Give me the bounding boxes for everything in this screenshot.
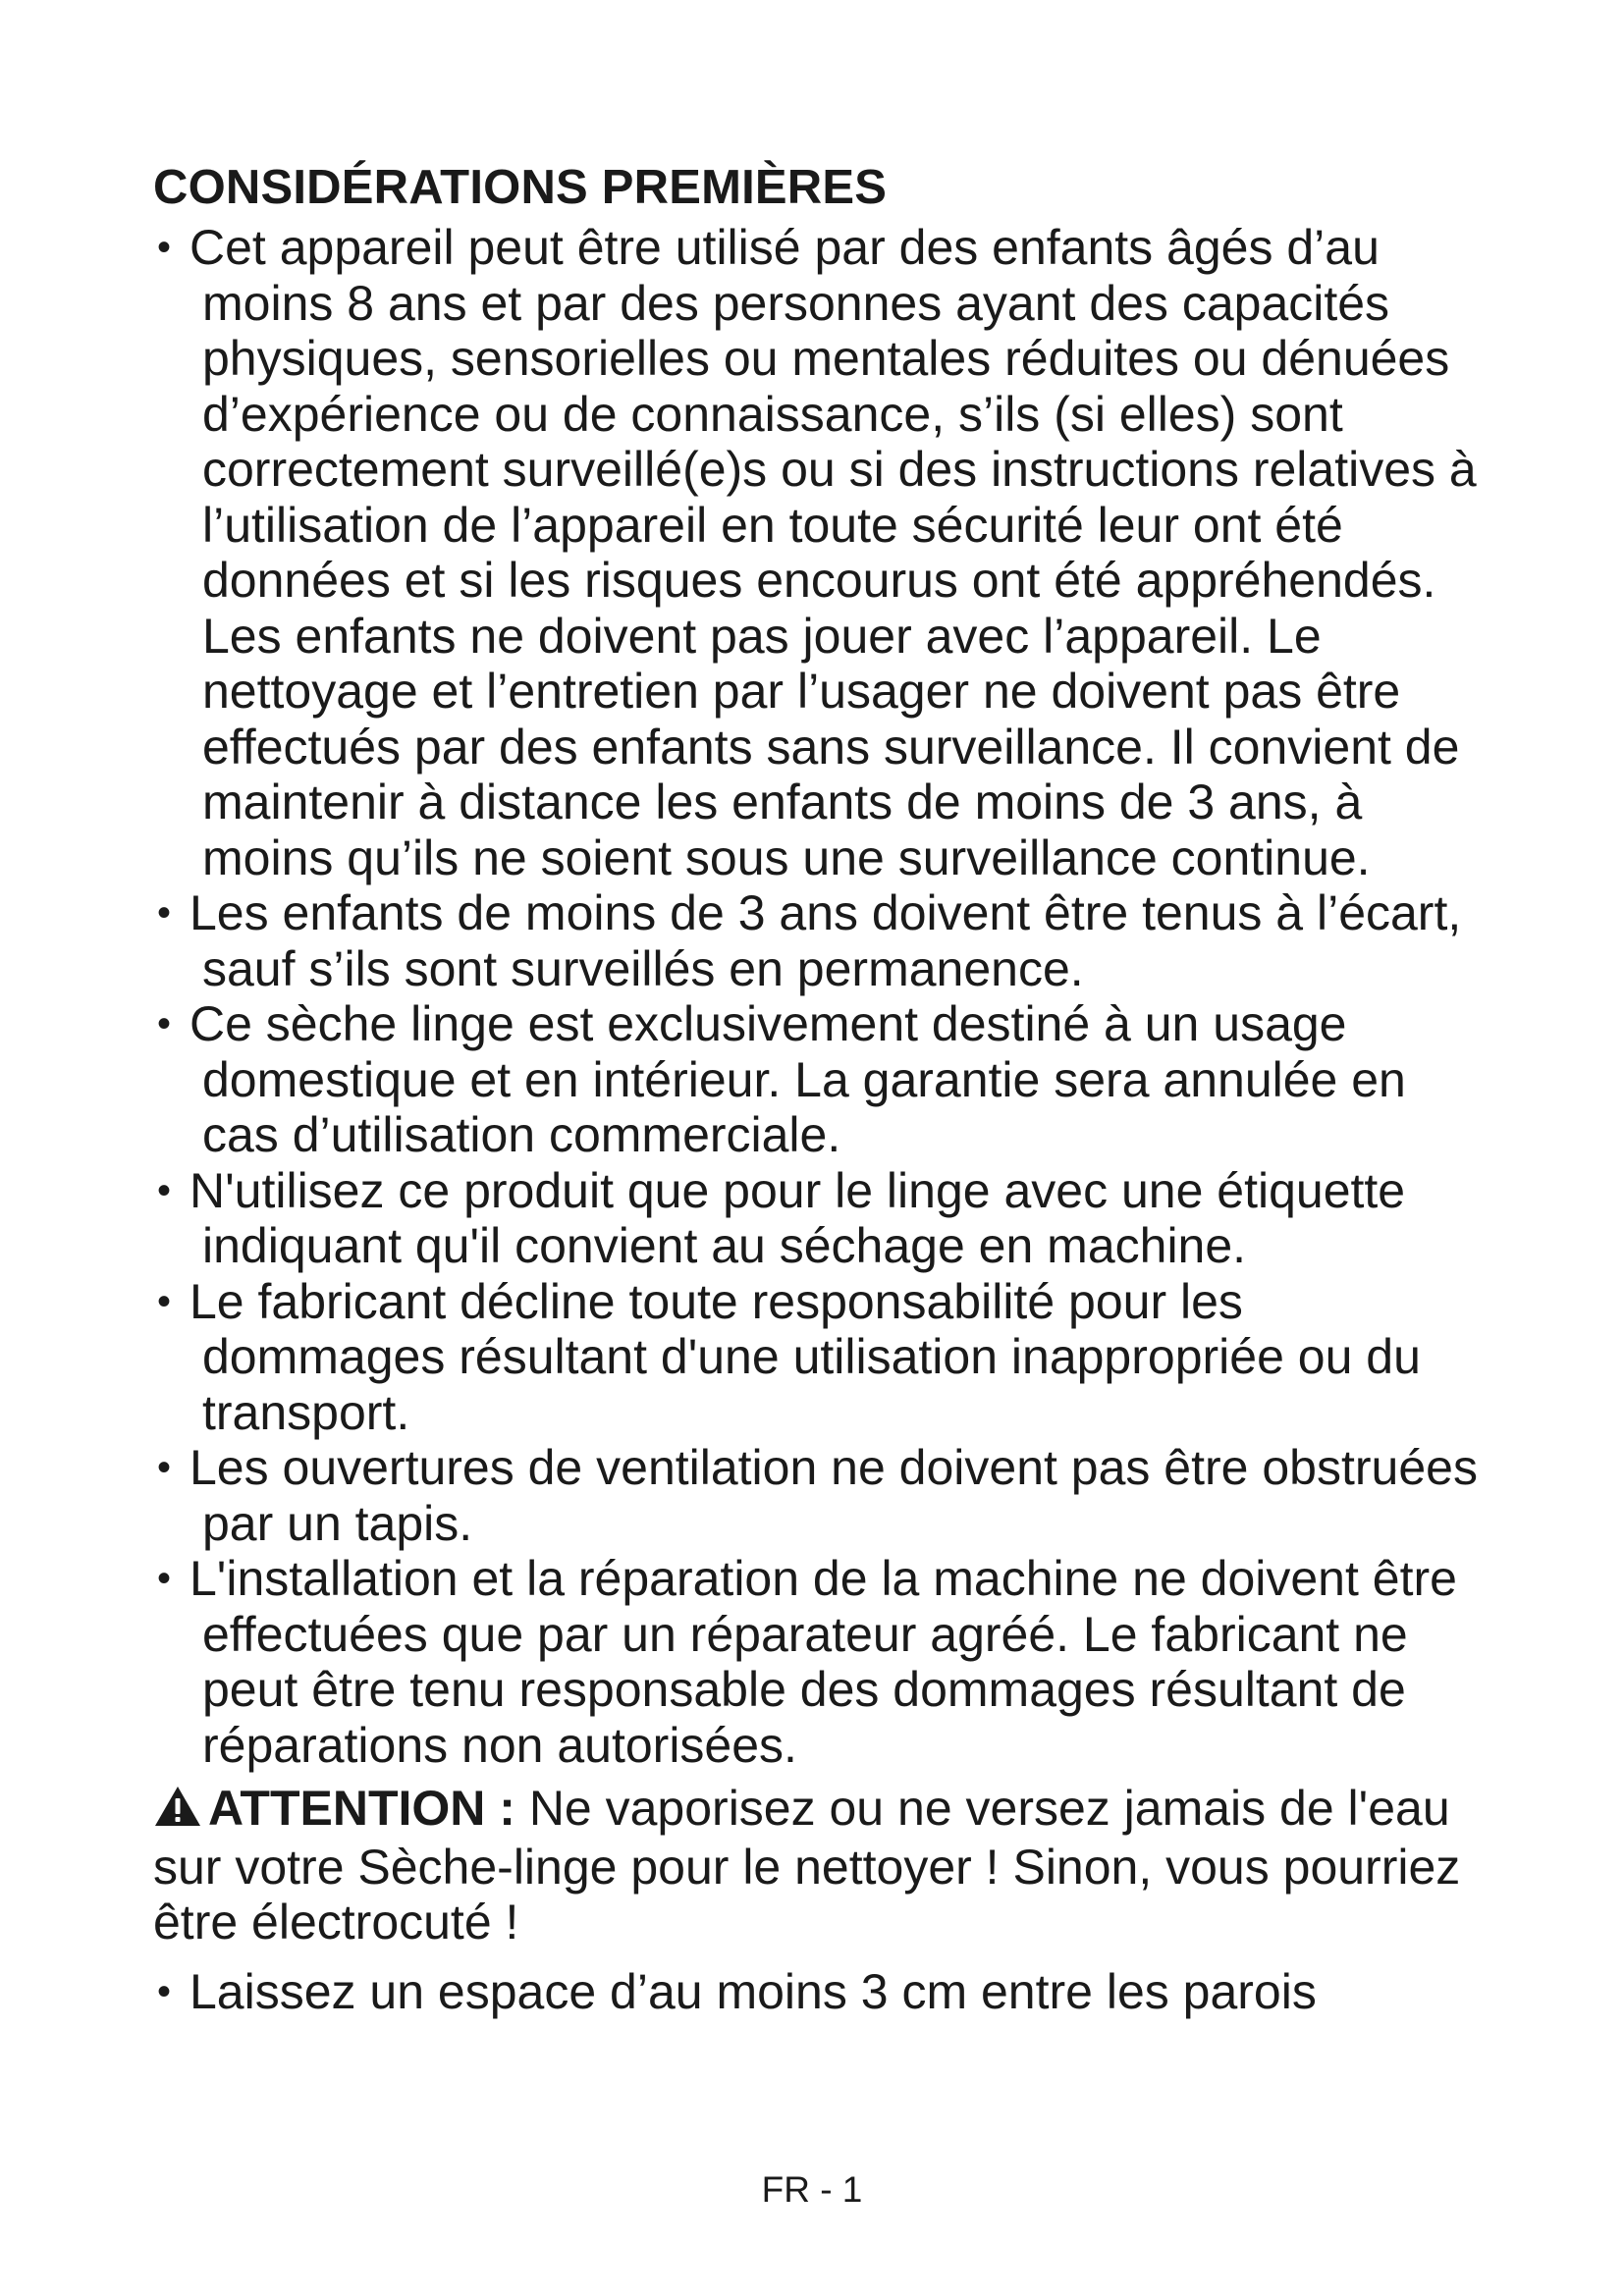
list-item bbox=[153, 1274, 1489, 1441]
attention-notice bbox=[153, 1781, 1489, 1950]
list-item-text: Le fabricant décline toute responsabilité pour les dommages résultant d'une utilisation inappropriée ou du transport. bbox=[189, 1273, 1421, 1440]
list-item bbox=[153, 1964, 1489, 2020]
attention-label: ATTENTION : bbox=[208, 1781, 515, 1836]
list-item-text: Cet appareil peut être utilisé par des enfants âgés d’au moins 8 ans et par des personnes ayant des capacités physiques, sensorielles ou mentales réduites ou dénuées d’expérience ou de connaissance, s’ils (si elles) sont correctement surveillé(e)s ou si des instructions relatives à l’utilisation de l’appareil en toute sécurité leur ont été données et si les risques encourus ont été appréhendés. Les enfants ne doivent pas jouer avec l’appareil. Le nettoyage et l’entretien par l’usager ne doivent pas être effectués par des enfants sans surveillance. Il convient de maintenir à distance les enfants de moins de 3 ans, à moins qu’ils ne soient sous une surveillance continue. bbox=[189, 220, 1477, 885]
warning-triangle-icon bbox=[153, 1784, 202, 1840]
list-item bbox=[153, 885, 1489, 996]
bullet-icon: • bbox=[157, 226, 172, 269]
page-number: FR - 1 bbox=[761, 2169, 863, 2210]
bullet-icon: • bbox=[157, 1168, 172, 1212]
list-item-text: N'utilisez ce produit que pour le linge avec une étiquette indiquant qu'il convient au séchage en machine. bbox=[189, 1162, 1406, 1273]
bullet-icon: • bbox=[157, 1969, 172, 2013]
list-item-text: Laissez un espace d’au moins 3 cm entre les parois bbox=[189, 1963, 1317, 2019]
bullet-icon: • bbox=[157, 1279, 172, 1323]
list-item bbox=[153, 1440, 1489, 1551]
bullet-list-continued bbox=[153, 1964, 1489, 2020]
bullet-icon: • bbox=[157, 1557, 172, 1600]
list-item-text: Ce sèche linge est exclusivement destiné à un usage domestique et en intérieur. La garantie sera annulée en cas d’utilisation commerciale. bbox=[189, 996, 1406, 1162]
bullet-icon: • bbox=[157, 891, 172, 934]
list-item bbox=[153, 1551, 1489, 1773]
list-item-text: L'installation et la réparation de la machine ne doivent être effectuées que par un réparateur agréé. Le fabricant ne peut être tenu responsable des dommages résultant de réparations non autorisées. bbox=[189, 1551, 1457, 1773]
bullet-icon: • bbox=[157, 1002, 172, 1045]
list-item-text: Les enfants de moins de 3 ans doivent être tenus à l’écart, sauf s’ils sont surveillés en permanence. bbox=[189, 885, 1462, 996]
page-content bbox=[153, 157, 1489, 2019]
list-item bbox=[153, 220, 1489, 885]
list-item-text: Les ouvertures de ventilation ne doivent pas être obstruées par un tapis. bbox=[189, 1440, 1478, 1551]
bullet-list bbox=[153, 220, 1489, 1773]
list-item bbox=[153, 996, 1489, 1163]
list-item bbox=[153, 1163, 1489, 1274]
bullet-icon: • bbox=[157, 1446, 172, 1489]
attention-text: Ne vaporisez ou ne versez jamais de l'eau sur votre Sèche-linge pour le nettoyer ! Sinon, vous pourriez être électrocuté ! bbox=[153, 1781, 1461, 1949]
page-title: CONSIDÉRATIONS PREMIÈRES bbox=[153, 161, 888, 214]
